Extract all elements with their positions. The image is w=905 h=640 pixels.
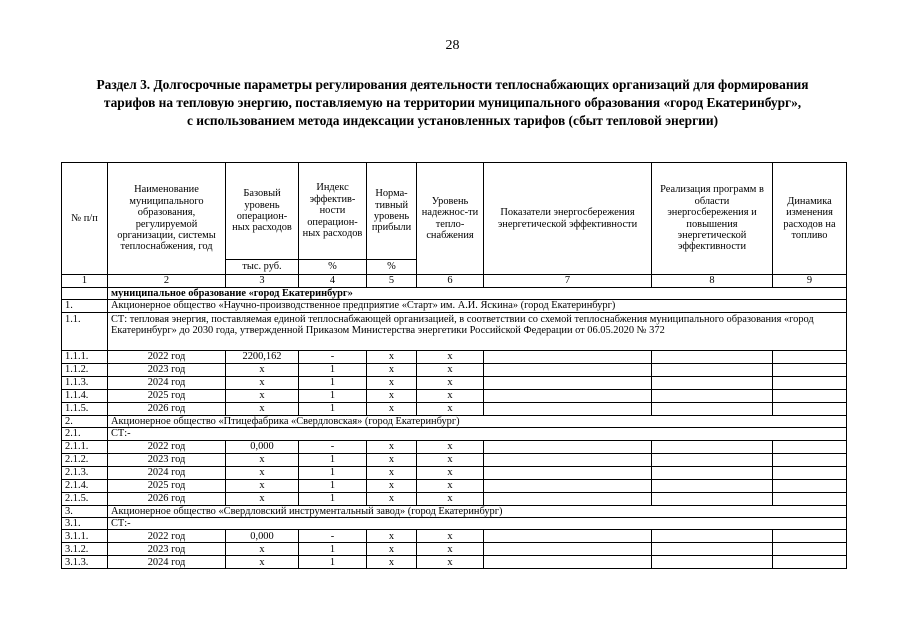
reliability-cell: х xyxy=(417,440,484,453)
programs-cell xyxy=(652,479,773,492)
energy-saving-cell xyxy=(484,530,652,543)
programs-cell xyxy=(652,453,773,466)
profit-level-cell: х xyxy=(367,492,417,505)
row-number: 3. xyxy=(62,505,108,517)
profit-level-cell: х xyxy=(367,479,417,492)
column-number: 1 xyxy=(62,275,108,288)
heat-system-row xyxy=(62,428,847,440)
year-row xyxy=(62,350,847,363)
year-cell: 2023 год xyxy=(108,453,226,466)
unit-efficiency-index: % xyxy=(299,260,367,275)
reliability-cell: х xyxy=(417,556,484,569)
base-opex-cell: х xyxy=(226,466,299,479)
organization-name: Акционерное общество «Свердловский инструментальный завод» (город Екатеринбург) xyxy=(108,505,847,517)
reliability-cell: х xyxy=(417,479,484,492)
year-cell: 2024 год xyxy=(108,376,226,389)
row-number: 2.1.4. xyxy=(62,479,108,492)
programs-cell xyxy=(652,376,773,389)
row-number: 2.1.1. xyxy=(62,440,108,453)
efficiency-index-cell: 1 xyxy=(299,479,367,492)
programs-cell xyxy=(652,556,773,569)
fuel-dynamics-cell xyxy=(773,530,847,543)
row-number: 2.1. xyxy=(62,428,108,440)
base-opex-cell: х xyxy=(226,363,299,376)
programs-cell xyxy=(652,350,773,363)
efficiency-index-cell: 1 xyxy=(299,402,367,415)
profit-level-cell: х xyxy=(367,453,417,466)
year-row xyxy=(62,389,847,402)
year-row xyxy=(62,376,847,389)
section-title xyxy=(40,76,865,130)
efficiency-index-cell: 1 xyxy=(299,363,367,376)
header-name: Наименование муниципального образования, регулируемой организации, системы теплоснабжения, год xyxy=(108,163,226,275)
column-number: 5 xyxy=(367,275,417,288)
region-row xyxy=(62,288,847,300)
unit-profit-level: % xyxy=(367,260,417,275)
row-number: 3.1.3. xyxy=(62,556,108,569)
reliability-cell: х xyxy=(417,350,484,363)
fuel-dynamics-cell xyxy=(773,402,847,415)
efficiency-index-cell: - xyxy=(299,350,367,363)
base-opex-cell: х xyxy=(226,479,299,492)
row-number: 1.1.3. xyxy=(62,376,108,389)
organization-row xyxy=(62,505,847,517)
year-row xyxy=(62,556,847,569)
header-base-opex: Базовый уровень операцион-ных расходов xyxy=(226,163,299,260)
fuel-dynamics-cell xyxy=(773,453,847,466)
energy-saving-cell xyxy=(484,363,652,376)
heat-system-name: СТ: тепловая энергия, поставляемая единой теплоснабжающей организацией, в соответствии со схемой теплоснабжения муниципального образования «город Екатеринбург» до 2030 года, утвержденной Приказом Министерства энергетики Российской Федерации от 06.05.2020 № 372 xyxy=(108,312,847,350)
efficiency-index-cell: 1 xyxy=(299,376,367,389)
programs-cell xyxy=(652,402,773,415)
profit-level-cell: х xyxy=(367,350,417,363)
column-numbers-row xyxy=(62,275,847,288)
title-line-3: с использованием метода индексации установленных тарифов (сбыт тепловой энергии) xyxy=(186,113,719,128)
heat-system-row xyxy=(62,518,847,530)
year-row xyxy=(62,543,847,556)
profit-level-cell: х xyxy=(367,543,417,556)
row-number: 1.1.5. xyxy=(62,402,108,415)
row-number: 2.1.3. xyxy=(62,466,108,479)
region-name: муниципальное образование «город Екатеринбург» xyxy=(108,288,847,300)
profit-level-cell: х xyxy=(367,556,417,569)
fuel-dynamics-cell xyxy=(773,440,847,453)
fuel-dynamics-cell xyxy=(773,376,847,389)
base-opex-cell: х xyxy=(226,492,299,505)
year-row xyxy=(62,453,847,466)
row-number: 2.1.5. xyxy=(62,492,108,505)
reliability-cell: х xyxy=(417,543,484,556)
base-opex-cell: 0,000 xyxy=(226,440,299,453)
energy-saving-cell xyxy=(484,376,652,389)
organization-row xyxy=(62,300,847,312)
row-number: 1. xyxy=(62,300,108,312)
efficiency-index-cell: - xyxy=(299,440,367,453)
unit-base-opex: тыс. руб. xyxy=(226,260,299,275)
header-number: № п/п xyxy=(62,163,108,275)
energy-saving-cell xyxy=(484,350,652,363)
year-row xyxy=(62,363,847,376)
profit-level-cell: х xyxy=(367,389,417,402)
year-cell: 2023 год xyxy=(108,543,226,556)
profit-level-cell: х xyxy=(367,440,417,453)
programs-cell xyxy=(652,363,773,376)
page-number: 28 xyxy=(445,38,460,53)
fuel-dynamics-cell xyxy=(773,543,847,556)
fuel-dynamics-cell xyxy=(773,492,847,505)
efficiency-index-cell: - xyxy=(299,530,367,543)
year-cell: 2025 год xyxy=(108,389,226,402)
heat-system-row xyxy=(62,312,847,350)
programs-cell xyxy=(652,389,773,402)
year-cell: 2024 год xyxy=(108,556,226,569)
year-cell: 2026 год xyxy=(108,402,226,415)
energy-saving-cell xyxy=(484,543,652,556)
reliability-cell: х xyxy=(417,492,484,505)
energy-saving-cell xyxy=(484,440,652,453)
profit-level-cell: х xyxy=(367,363,417,376)
reliability-cell: х xyxy=(417,530,484,543)
row-number: 1.1.2. xyxy=(62,363,108,376)
reliability-cell: х xyxy=(417,453,484,466)
reliability-cell: х xyxy=(417,389,484,402)
year-cell: 2024 год xyxy=(108,466,226,479)
row-number: 2. xyxy=(62,415,108,427)
heat-system-name: СТ:- xyxy=(108,518,847,530)
base-opex-cell: 2200,162 xyxy=(226,350,299,363)
reliability-cell: х xyxy=(417,376,484,389)
column-number: 7 xyxy=(484,275,652,288)
row-number: 3.1. xyxy=(62,518,108,530)
reliability-cell: х xyxy=(417,402,484,415)
programs-cell xyxy=(652,530,773,543)
efficiency-index-cell: 1 xyxy=(299,492,367,505)
row-number: 2.1.2. xyxy=(62,453,108,466)
fuel-dynamics-cell xyxy=(773,466,847,479)
reliability-cell: х xyxy=(417,466,484,479)
programs-cell xyxy=(652,440,773,453)
row-number: 3.1.1. xyxy=(62,530,108,543)
header-programs: Реализация программ в области энергосбережения и повышения энергетической эффективности xyxy=(652,163,773,275)
fuel-dynamics-cell xyxy=(773,363,847,376)
column-number: 3 xyxy=(226,275,299,288)
profit-level-cell: х xyxy=(367,466,417,479)
header-reliability: Уровень надежнос-ти тепло-снабжения xyxy=(417,163,484,275)
header-efficiency-index: Индекс эффектив-ности операцион-ных расходов xyxy=(299,163,367,260)
year-row xyxy=(62,402,847,415)
efficiency-index-cell: 1 xyxy=(299,453,367,466)
year-cell: 2023 год xyxy=(108,363,226,376)
base-opex-cell: х xyxy=(226,376,299,389)
row-number: 3.1.2. xyxy=(62,543,108,556)
energy-saving-cell xyxy=(484,466,652,479)
base-opex-cell: х xyxy=(226,402,299,415)
year-cell: 2025 год xyxy=(108,479,226,492)
base-opex-cell: х xyxy=(226,453,299,466)
title-line-2: тарифов на тепловую энергию, поставляемую на территории муниципального образования «город Екатеринбург», xyxy=(103,95,802,110)
programs-cell xyxy=(652,466,773,479)
profit-level-cell: х xyxy=(367,376,417,389)
column-number: 4 xyxy=(299,275,367,288)
energy-saving-cell xyxy=(484,479,652,492)
row-number: 1.1. xyxy=(62,312,108,350)
heat-system-name: СТ:- xyxy=(108,428,847,440)
efficiency-index-cell: 1 xyxy=(299,389,367,402)
column-number: 2 xyxy=(108,275,226,288)
year-cell: 2026 год xyxy=(108,492,226,505)
title-line-1: Раздел 3. Долгосрочные параметры регулирования деятельности теплоснабжающих организаций для формирования xyxy=(96,77,809,92)
column-number: 6 xyxy=(417,275,484,288)
fuel-dynamics-cell xyxy=(773,389,847,402)
fuel-dynamics-cell xyxy=(773,479,847,492)
base-opex-cell: х xyxy=(226,389,299,402)
efficiency-index-cell: 1 xyxy=(299,466,367,479)
row-number: 1.1.1. xyxy=(62,350,108,363)
year-row xyxy=(62,466,847,479)
base-opex-cell: х xyxy=(226,543,299,556)
energy-saving-cell xyxy=(484,556,652,569)
parameters-table xyxy=(61,162,847,569)
energy-saving-cell xyxy=(484,402,652,415)
row-number: 1.1.4. xyxy=(62,389,108,402)
fuel-dynamics-cell xyxy=(773,556,847,569)
energy-saving-cell xyxy=(484,389,652,402)
column-number: 9 xyxy=(773,275,847,288)
year-row xyxy=(62,530,847,543)
year-row xyxy=(62,479,847,492)
fuel-dynamics-cell xyxy=(773,350,847,363)
efficiency-index-cell: 1 xyxy=(299,543,367,556)
column-number: 8 xyxy=(652,275,773,288)
profit-level-cell: х xyxy=(367,402,417,415)
header-profit-level: Норма-тивный уровень прибыли xyxy=(367,163,417,260)
year-row xyxy=(62,440,847,453)
base-opex-cell: 0,000 xyxy=(226,530,299,543)
year-row xyxy=(62,492,847,505)
organization-name: Акционерное общество «Птицефабрика «Свердловская» (город Екатеринбург) xyxy=(108,415,847,427)
year-cell: 2022 год xyxy=(108,350,226,363)
efficiency-index-cell: 1 xyxy=(299,556,367,569)
header-fuel-dynamics: Динамика изменения расходов на топливо xyxy=(773,163,847,275)
programs-cell xyxy=(652,492,773,505)
profit-level-cell: х xyxy=(367,530,417,543)
header-row xyxy=(62,163,847,260)
year-cell: 2022 год xyxy=(108,440,226,453)
energy-saving-cell xyxy=(484,453,652,466)
organization-name: Акционерное общество «Научно-производственное предприятие «Старт» им. А.И. Яскина» (город Екатеринбург) xyxy=(108,300,847,312)
programs-cell xyxy=(652,543,773,556)
header-energy-saving: Показатели энергосбережения энергетической эффективности xyxy=(484,163,652,275)
energy-saving-cell xyxy=(484,492,652,505)
year-cell: 2022 год xyxy=(108,530,226,543)
base-opex-cell: х xyxy=(226,556,299,569)
organization-row xyxy=(62,415,847,427)
table-body xyxy=(62,163,847,569)
row-number xyxy=(62,288,108,300)
reliability-cell: х xyxy=(417,363,484,376)
